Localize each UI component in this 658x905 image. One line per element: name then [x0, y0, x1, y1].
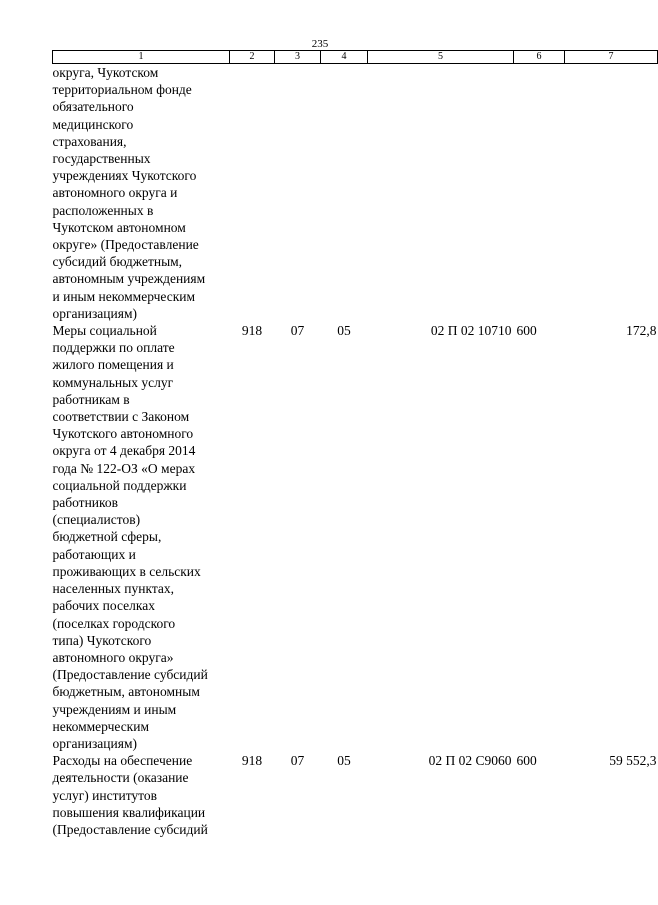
expense-name-line: года № 122-ОЗ «О мерах: [52, 460, 196, 476]
expense-name-line: медицинского: [52, 116, 134, 132]
expense-name-line: (Предоставление субсидий: [52, 667, 208, 683]
expense-name-line: жилого помещения и: [52, 357, 174, 373]
amount-cell: 172,8: [626, 323, 657, 339]
amount-cell: [565, 64, 658, 323]
expense-name-line: и иным некоммерческим: [52, 288, 196, 304]
amount-cell: 59 552,3: [609, 753, 657, 769]
expense-name-line: округа, Чукотском: [52, 65, 159, 80]
expense-name-line: проживающих в сельских: [52, 563, 201, 579]
expense-name-line: (поселках городского: [52, 615, 176, 631]
expense-name-cell: [53, 322, 230, 752]
expense-name-line: учреждениям и иным: [52, 701, 177, 717]
target-article-cell: 02 П 02 10710: [430, 323, 512, 339]
expense-name-line: автономного округа»: [52, 649, 174, 665]
expense-name-line: страхования,: [52, 133, 127, 149]
subsection-cell: 05: [337, 323, 351, 339]
subsection-cell: 05: [337, 753, 351, 769]
subsection-cell: [321, 64, 368, 323]
column-number-header: 6: [514, 51, 565, 64]
section-cell: 07: [290, 753, 305, 769]
expense-name-line: населенных пунктах,: [52, 581, 174, 597]
expense-name-line: государственных: [52, 151, 151, 167]
expense-name-line: некоммерческим: [52, 718, 150, 734]
expense-name-line: автономным учреждениям: [52, 271, 206, 287]
budget-table: [52, 50, 658, 838]
expense-name-cell: [53, 64, 230, 323]
expense-name-line: территориальном фонде: [52, 82, 192, 98]
column-number-header: 7: [565, 51, 658, 64]
expense-name-line: типа) Чукотского: [52, 632, 152, 648]
column-number-header: 4: [321, 51, 368, 64]
expense-name-line: поддержки по оплате: [52, 340, 175, 356]
expense-name-line: услуг) институтов: [52, 787, 158, 803]
page-number: 235: [311, 38, 329, 50]
column-number-header: 3: [275, 51, 321, 64]
expense-name-line: субсидий бюджетным,: [52, 254, 183, 270]
expense-name-line: соответствии с Законом: [52, 409, 190, 425]
expense-name-line: организациям): [52, 735, 138, 751]
column-number-row: [53, 51, 658, 64]
expense-name-line: социальной поддержки: [52, 477, 187, 493]
section-cell: 07: [290, 323, 305, 339]
table-row: [53, 322, 658, 752]
column-number-header: 1: [53, 51, 230, 64]
expense-name-line: работникам в: [52, 391, 130, 407]
expense-name-line: деятельности (оказание: [52, 770, 189, 786]
expense-name-line: рабочих поселках: [52, 598, 155, 614]
expense-name-line: работников: [52, 495, 119, 511]
expense-name-line: учреждениях Чукотского: [52, 168, 197, 184]
target-article-cell: 02 П 02 С9060: [428, 753, 512, 769]
expense-name-line: работающих и: [52, 546, 136, 562]
expense-type-cell: 600: [516, 753, 537, 769]
expense-name-line: бюджетным, автономным: [52, 684, 200, 700]
expense-name-line: обязательного: [52, 99, 134, 115]
expense-name-line: Чукотского автономного: [52, 426, 194, 442]
expense-name-line: Чукотском автономном: [52, 219, 186, 235]
expense-name-line: автономного округа и: [52, 185, 178, 201]
target-article-cell: [368, 64, 514, 323]
section-cell: [275, 64, 321, 323]
expense-name-line: коммунальных услуг: [52, 374, 174, 390]
grbs-cell: 918: [241, 753, 263, 769]
table-body: [53, 64, 658, 839]
expense-name-line: округа от 4 декабря 2014: [52, 443, 196, 459]
expense-name-line: (специалистов): [52, 512, 141, 528]
column-number-header: 5: [368, 51, 514, 64]
expense-type-cell: 600: [516, 323, 537, 339]
expense-name-line: бюджетной сферы,: [52, 529, 162, 545]
expense-name-line: Меры социальной: [52, 323, 157, 339]
table-row: [53, 64, 658, 323]
table-row: [53, 752, 658, 838]
expense-name-line: организациям): [52, 305, 138, 321]
expense-type-cell: [514, 64, 565, 323]
expense-name-line: округе» (Предоставление: [52, 237, 199, 253]
expense-name-line: (Предоставление субсидий: [52, 821, 208, 837]
expense-name-line: расположенных в: [52, 202, 154, 218]
column-number-header: 2: [230, 51, 275, 64]
grbs-cell: [230, 64, 275, 323]
expense-name-cell: [53, 752, 230, 838]
expense-name-line: повышения квалификации: [52, 804, 206, 820]
grbs-cell: 918: [241, 323, 263, 339]
expense-name-line: Расходы на обеспечение: [52, 753, 193, 769]
